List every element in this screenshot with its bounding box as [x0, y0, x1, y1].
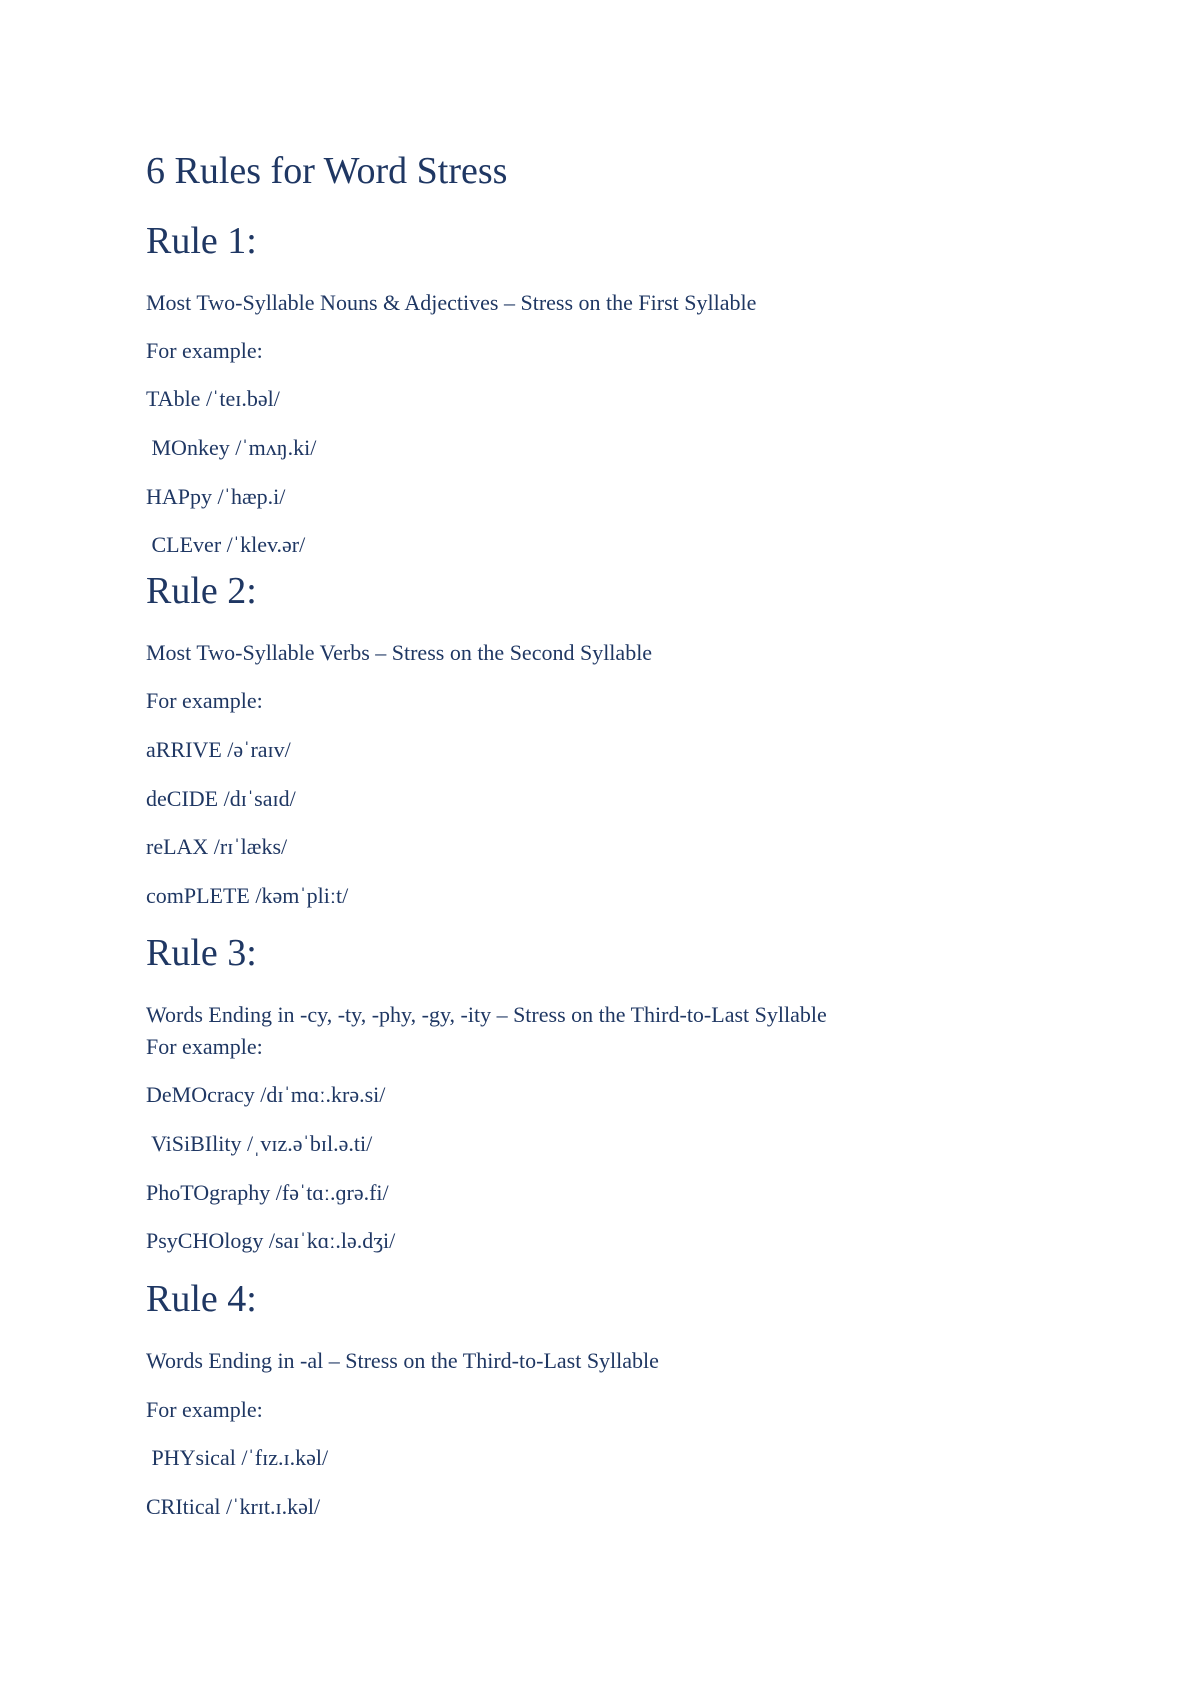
rule-4-example-label: For example:: [146, 1397, 263, 1422]
rule-3-example-label: For example:: [146, 1034, 263, 1059]
rule-2-heading: Rule 2:: [146, 570, 257, 612]
rule-4-heading: Rule 4:: [146, 1278, 257, 1320]
rule-1-example: MOnkey /ˈmʌŋ.ki/: [146, 435, 317, 460]
rule-3-example: DeMOcracy /dɪˈmɑː.krə.si/: [146, 1082, 386, 1107]
rule-3-example: PsyCHOlogy /saɪˈkɑː.lə.dʒi/: [146, 1228, 396, 1253]
rule-3-description: Words Ending in -cy, -ty, -phy, -gy, -ity – Stress on the Third-to-Last Syllable: [146, 1002, 827, 1027]
rule-2-example: reLAX /rɪˈlæks/: [146, 834, 288, 859]
rule-4-example: PHYsical /ˈfɪz.ɪ.kəl/: [146, 1445, 329, 1470]
rule-1-example: TAble /ˈteɪ.bəl/: [146, 386, 280, 411]
rule-4-description: Words Ending in -al – Stress on the Third-to-Last Syllable: [146, 1348, 659, 1373]
document-title: 6 Rules for Word Stress: [146, 150, 508, 192]
rule-2-example: comPLETE /kəmˈpliːt/: [146, 883, 349, 908]
rule-3-example: ViSiBIlity /ˌvɪz.əˈbɪl.ə.ti/: [146, 1131, 373, 1156]
rule-3-heading: Rule 3:: [146, 932, 257, 974]
rule-2-example-label: For example:: [146, 688, 263, 713]
rule-1-example: CLEver /ˈklev.ər/: [146, 532, 306, 557]
rule-2-example: deCIDE /dɪˈsaɪd/: [146, 786, 296, 811]
rule-1-description: Most Two-Syllable Nouns & Adjectives – Stress on the First Syllable: [146, 290, 757, 315]
rule-2-example: aRRIVE /əˈraɪv/: [146, 737, 291, 762]
rule-1-heading: Rule 1:: [146, 220, 257, 262]
rule-2-description: Most Two-Syllable Verbs – Stress on the Second Syllable: [146, 640, 653, 665]
rule-1-example: HAPpy /ˈhæp.i/: [146, 484, 286, 509]
rule-4-example: CRItical /ˈkrɪt.ɪ.kəl/: [146, 1494, 321, 1519]
rule-3-example: PhoTOgraphy /fəˈtɑː.ɡrə.fi/: [146, 1180, 389, 1205]
rule-1-example-label: For example:: [146, 338, 263, 363]
